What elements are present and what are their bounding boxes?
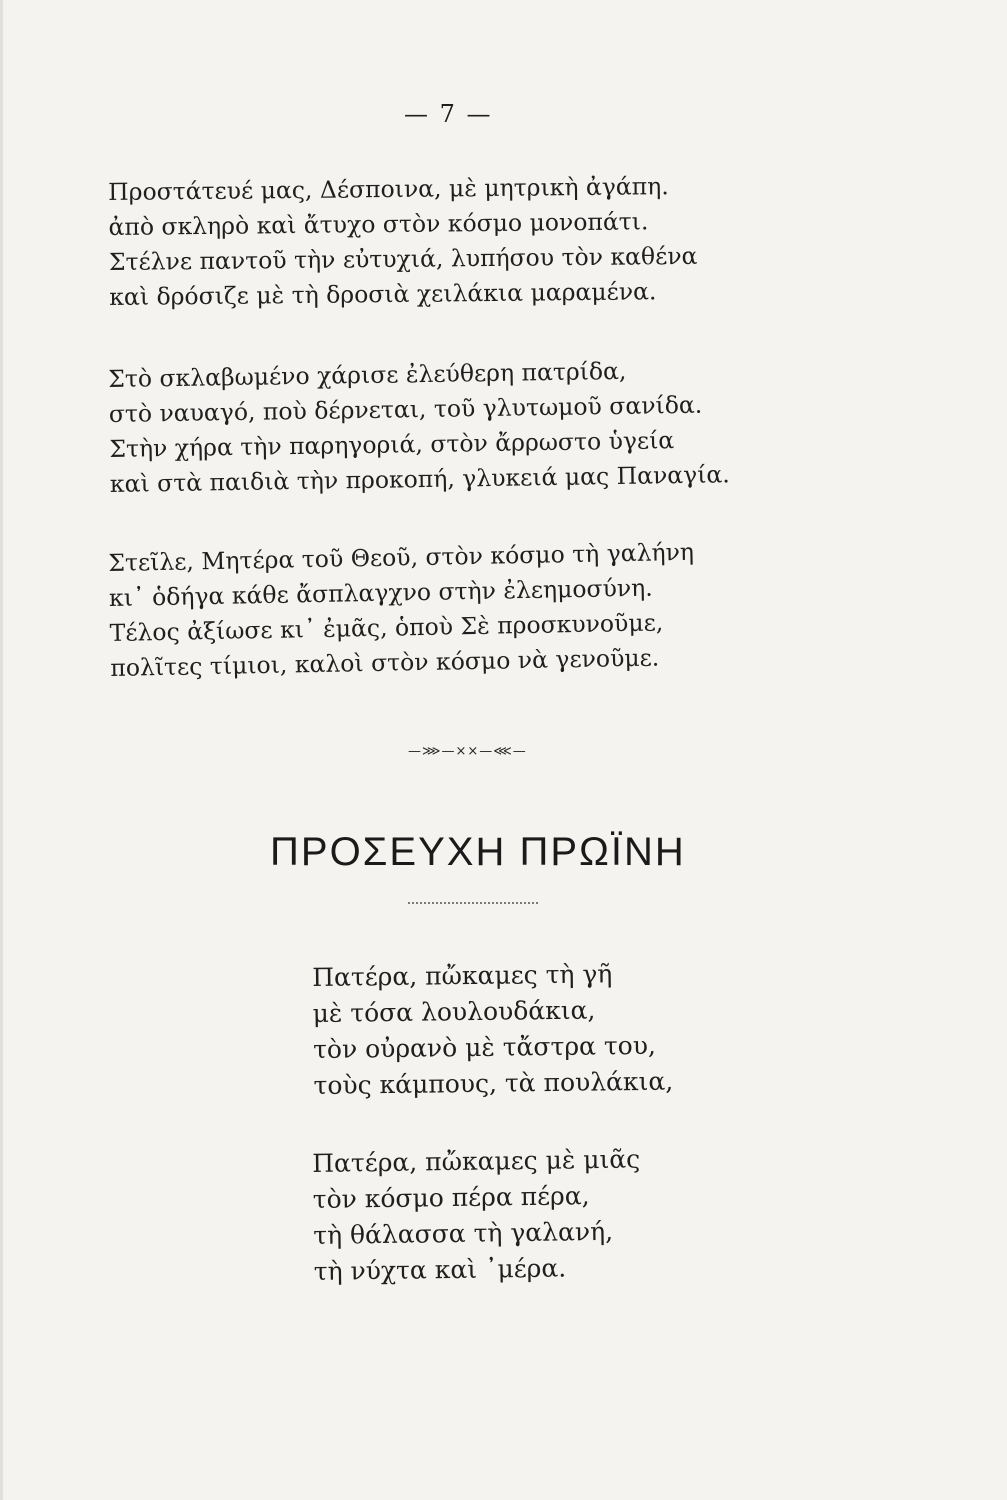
poem-line: τοὺς κάμπους, τὰ πουλάκια, bbox=[313, 1066, 674, 1100]
poem-stanza bbox=[108, 169, 698, 315]
section-ornament: —⋙—××—⋘— bbox=[408, 744, 527, 759]
page-number: — 7 — bbox=[404, 100, 493, 128]
section-title: ΠΡΟΣΕΥΧΗ ΠΡΩΪΝΗ bbox=[270, 830, 686, 874]
poem-line: Τέλος ἀξίωσε κι᾿ ἐμᾶς, ὁποὺ Σὲ προσκυνοῦμε, bbox=[109, 608, 664, 647]
poem-stanza bbox=[312, 956, 673, 1104]
poem-line: μὲ τόσα λουλουδάκια, bbox=[312, 995, 596, 1028]
poem-stanza bbox=[312, 1141, 642, 1290]
poem-line: Πατέρα, πὤκαμες τὴ γῆ bbox=[312, 959, 613, 992]
poem-line: στὸ ναυαγό, ποὺ δέρνεται, τοῦ γλυτωμοῦ σανίδα. bbox=[108, 390, 703, 428]
poem-line: τὸν κόσμο πέρα πέρα, bbox=[312, 1181, 590, 1214]
poem-line: Στέλνε παντοῦ τὴν εὐτυχιά, λυπήσου τὸν καθένα bbox=[108, 241, 698, 276]
poem-line: καὶ στὰ παιδιὰ τὴν προκοπή, γλυκειά μας Παναγία. bbox=[109, 460, 730, 498]
poem-line: καὶ δρόσιζε μὲ τὴ δροσιὰ χειλάκια μαραμένα. bbox=[109, 277, 657, 311]
poem-line: Στὴν χήρα τὴν παρηγοριά, στὸν ἄρρωστο ὑγεία bbox=[109, 426, 675, 463]
poem-line: Στὸ σκλαβωμένο χάρισε ἐλεύθερη πατρίδα, bbox=[108, 356, 627, 393]
poem-line: τὴ θάλασσα τὴ γαλανή, bbox=[313, 1216, 614, 1250]
poem-line: τὴ νύχτα καὶ ᾿μέρα. bbox=[313, 1253, 567, 1286]
poem-line: ἀπὸ σκληρὸ καὶ ἄτυχο στὸν κόσμο μονοπάτι. bbox=[108, 207, 649, 241]
poem-line: πολῖτες τίμιοι, καλοὶ στὸν κόσμο νὰ γενοῦμε. bbox=[110, 643, 660, 682]
dotted-divider bbox=[408, 902, 538, 904]
poem-line: Στεῖλε, Μητέρα τοῦ Θεοῦ, στὸν κόσμο τὴ γαλήνη bbox=[108, 537, 695, 577]
poem-line: κι᾿ ὁδήγα κάθε ἄσπλαγχνο στὴν ἐλεημοσύνη. bbox=[108, 573, 653, 612]
poem-line: Πατέρα, πὤκαμες μὲ μιᾶς bbox=[312, 1144, 641, 1178]
poem-line: Προστάτευέ μας, Δέσποινα, μὲ μητρικὴ ἀγάπη. bbox=[108, 172, 669, 206]
poem-stanza bbox=[108, 352, 730, 502]
poem-line: τὸν οὐρανὸ μὲ τἄστρα του, bbox=[312, 1030, 657, 1064]
poem-stanza bbox=[108, 535, 696, 686]
